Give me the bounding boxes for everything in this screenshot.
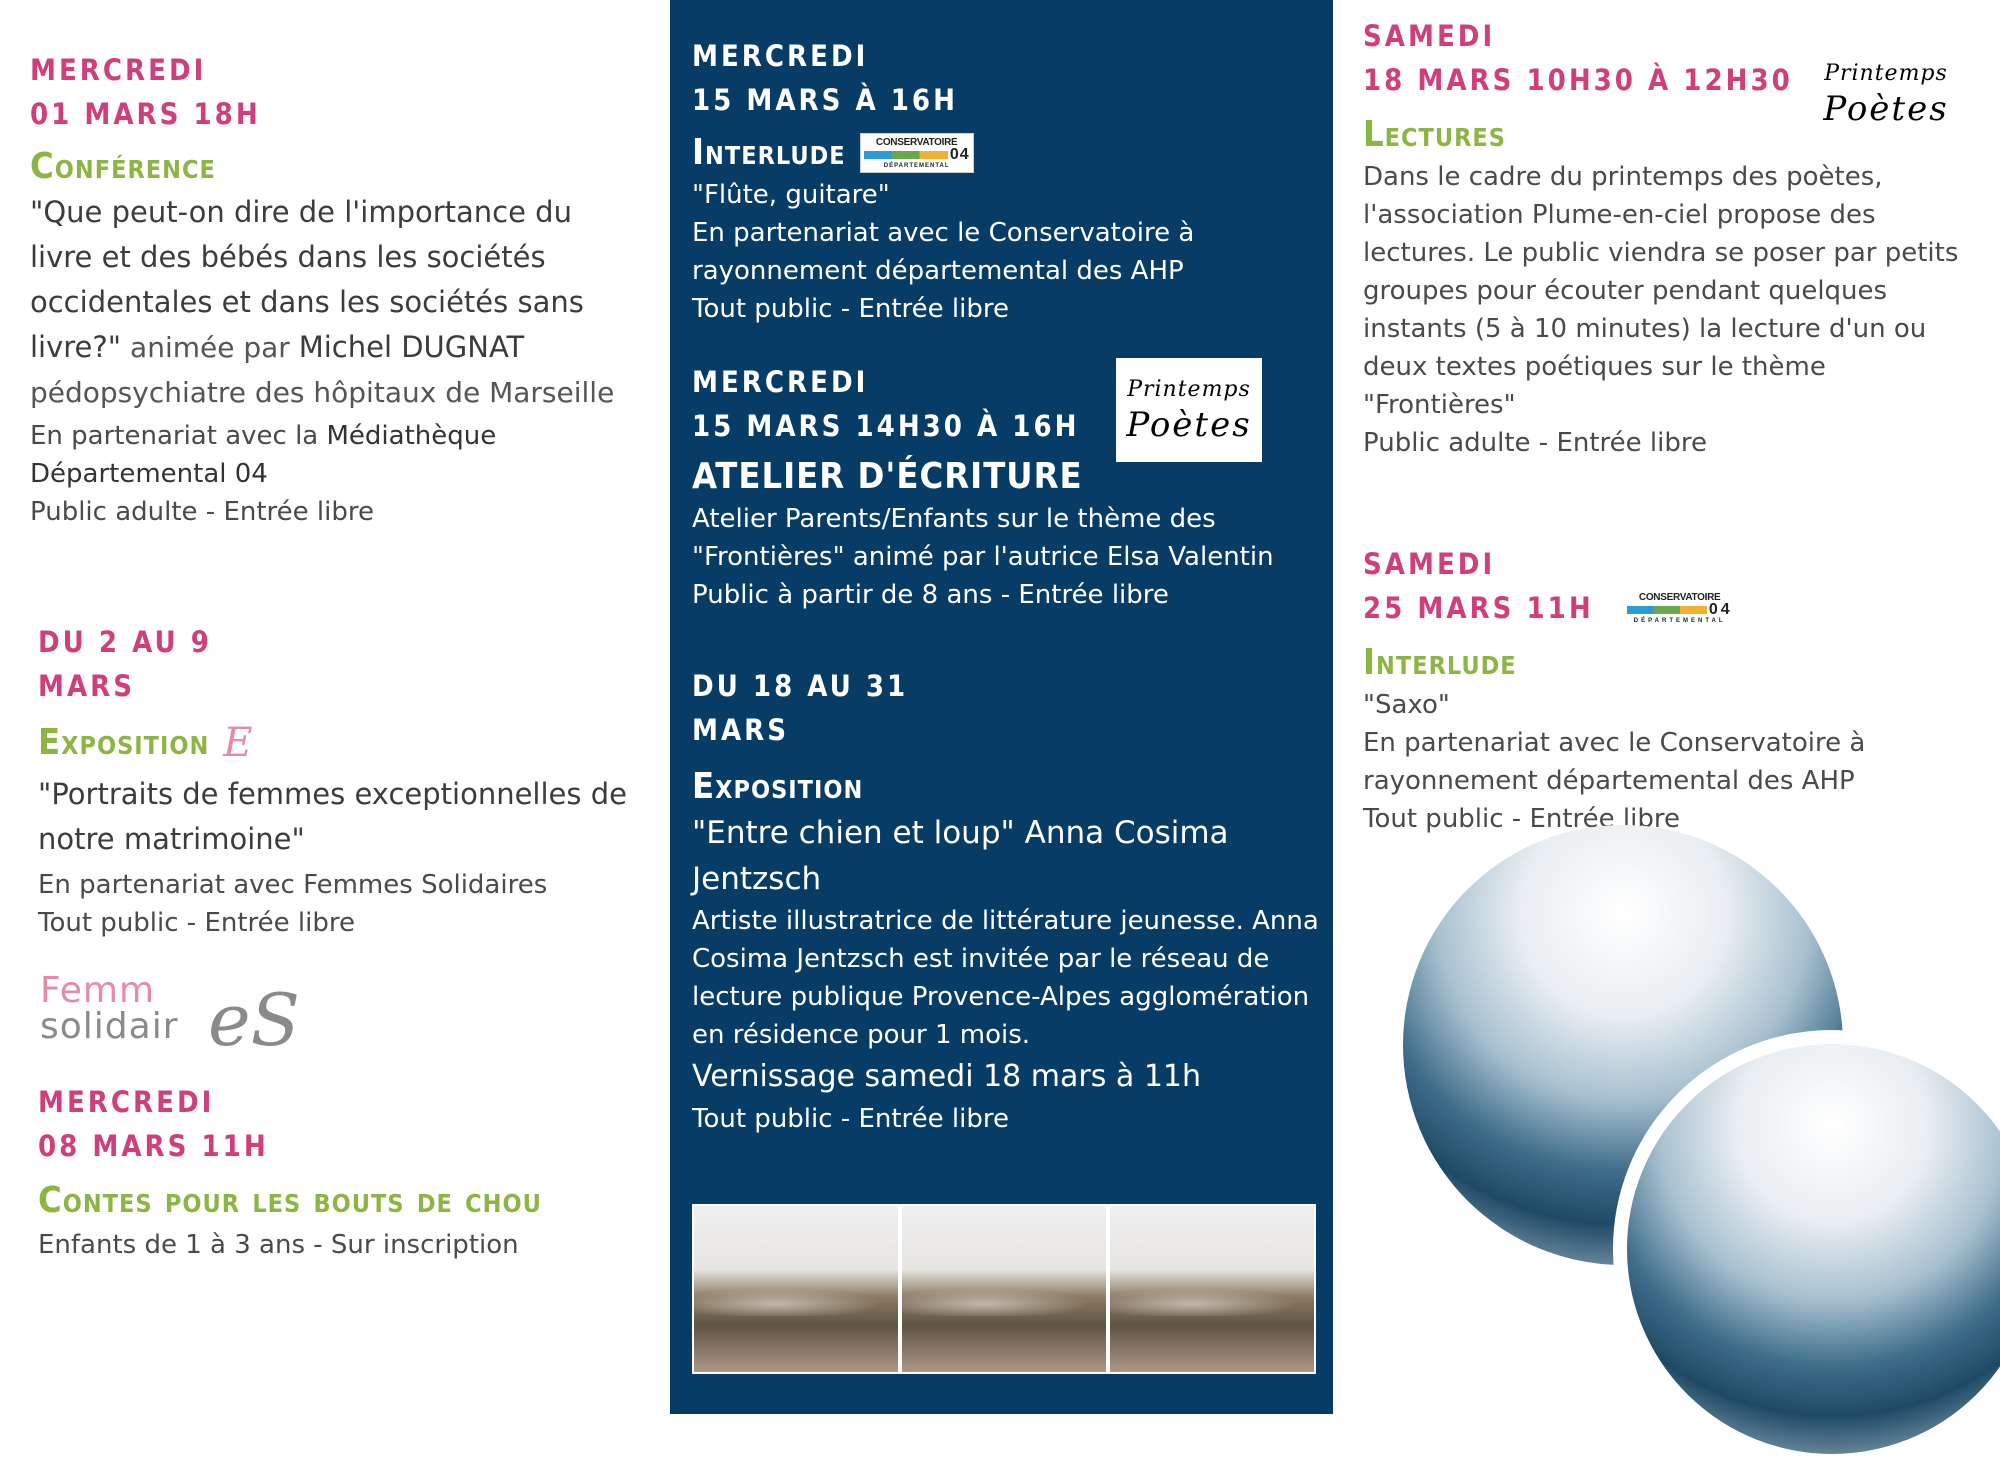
event-title: Interlude	[1363, 642, 1517, 683]
event-day: SAMEDI	[1363, 19, 1496, 53]
conference-led-by: animée par	[121, 331, 299, 364]
printemps-des-poetes-logo	[1813, 42, 1959, 146]
event-partner: En partenariat avec le Conservatoire à rayonnement départemental des AHP	[1363, 728, 1866, 796]
event-audience: Public adulte - Entrée libre	[1363, 428, 1707, 458]
logo-word-poetes: Poètes	[1823, 89, 1949, 129]
event-day: DU 18 AU 31	[692, 669, 909, 703]
partner-prefix: En partenariat avec la	[30, 421, 327, 451]
event-title: Contes pour les bouts de chou	[38, 1180, 542, 1221]
event-title: ATELIER D'ÉCRITURE	[692, 456, 1083, 497]
event-date: 25 MARS 11H	[1363, 591, 1594, 625]
event-description: Artiste illustratrice de littérature jeunesse. Anna Cosima Jentzsch est invitée par le réseau de lecture publique Provence-Alpes agglomération en résidence pour 1 mois.	[692, 906, 1319, 1050]
logo-word-printemps: Printemps	[1127, 377, 1251, 402]
event-vernissage: Vernissage samedi 18 mars à 11h	[692, 1059, 1202, 1094]
event-date: 01 MARS 18H	[30, 97, 261, 131]
event-day: MERCREDI	[38, 1085, 215, 1119]
event-partner: En partenariat avec le Conservatoire à rayonnement départemental des AHP	[692, 218, 1195, 286]
event-description	[30, 190, 640, 415]
event-quote: "Entre chien et loup" Anna Cosima Jentzsch	[692, 815, 1229, 897]
event-conference	[30, 48, 640, 531]
event-description: Atelier Parents/Enfants sur le thème des "Frontières" animé par l'autrice Elsa Valentin	[692, 504, 1274, 572]
painting-panel	[694, 1206, 898, 1372]
event-title: Exposition	[692, 766, 864, 807]
conference-question: "Que peut-on dire de l'importance du livre et des bébés dans les sociétés occidentales et dans les sociétés sans livre?"	[30, 195, 584, 364]
event-title-row	[38, 720, 640, 766]
event-atelier-ecriture	[692, 360, 1327, 614]
event-day: MERCREDI	[692, 365, 869, 399]
event-date: 15 MARS 14H30 À 16H	[692, 409, 1080, 443]
partner-name: Médiathèque Départemental 04	[30, 421, 497, 489]
conservatoire-logo-subtitle: DÉPARTEMENTAL	[883, 162, 950, 169]
event-audience: Tout public - Entrée libre	[692, 1104, 1009, 1134]
logo-es-mark: eS	[208, 978, 300, 1062]
speaker-role: pédopsychiatre des hôpitaux de Marseille	[30, 376, 615, 409]
event-date: 15 MARS À 16H	[692, 83, 958, 117]
conservatoire-logo-strip	[1624, 600, 1736, 618]
conservatoire-logo-subtitle: DÉPARTEMENTAL	[1633, 617, 1726, 624]
event-subtitle: "Saxo"	[1363, 690, 1450, 720]
event-exposition-chien-loup	[692, 664, 1327, 1138]
event-exposition-femmes	[38, 620, 640, 942]
event-partner	[30, 417, 640, 493]
event-title: Conférence	[30, 146, 216, 187]
middle-column	[670, 0, 1333, 1414]
logo-word-femmes: Femm	[40, 970, 156, 1011]
event-date: 08 MARS 11H	[38, 1129, 269, 1163]
painting-panel	[902, 1206, 1106, 1372]
painting-panel	[1110, 1206, 1314, 1372]
painting-triptych	[692, 1204, 1316, 1374]
event-audience: Tout public - Entrée libre	[692, 294, 1009, 324]
event-audience: Tout public - Entrée libre	[1363, 804, 1680, 834]
event-subtitle: "Flûte, guitare"	[692, 180, 890, 210]
event-day: MERCREDI	[692, 39, 869, 73]
event-title-row	[692, 130, 1327, 176]
event-date: MARS	[38, 669, 136, 703]
event-title: Exposition	[38, 722, 210, 763]
femmes-solidaires-e-icon: E	[223, 720, 254, 766]
conservatoire-logo-title: CONSERVATOIRE	[875, 136, 958, 148]
conservatoire-logo-strip	[861, 145, 973, 163]
speaker-name: Michel DUGNAT	[298, 330, 525, 364]
event-date-row	[1363, 586, 1960, 630]
event-contes	[38, 1080, 640, 1264]
conservatoire-color-bar	[864, 151, 948, 159]
event-interlude-flute	[692, 34, 1327, 328]
femmes-solidaires-logo	[40, 970, 300, 1060]
event-day: MERCREDI	[30, 53, 207, 87]
event-audience: Tout public - Entrée libre	[38, 908, 355, 938]
logo-word-poetes: Poètes	[1126, 405, 1252, 445]
left-column	[0, 0, 670, 1414]
event-interlude-saxo	[1363, 542, 1960, 838]
conservatoire-logo-number: 04	[1708, 600, 1733, 618]
conservatoire-color-bar	[1627, 606, 1707, 614]
logo-word-solidaires: solidair	[40, 1006, 179, 1047]
event-description: Dans le cadre du printemps des poètes, l'association Plume-en-ciel propose des lectures. Le public viendra se poser par petits groupes pour écouter pendant quelques instants (5 à 10 minutes) la lecture d'un ou deux textes poétiques sur le thème "Frontières"	[1363, 162, 1959, 420]
event-audience: Public adulte - Entrée libre	[30, 497, 374, 527]
logo-word-printemps: Printemps	[1824, 61, 1948, 86]
event-audience: Enfants de 1 à 3 ans - Sur inscription	[38, 1230, 519, 1260]
conservatoire-logo	[1624, 589, 1736, 627]
conservatoire-logo-number: 04	[949, 145, 970, 163]
event-date: 18 MARS 10H30 À 12H30	[1363, 63, 1793, 97]
event-title: Lectures	[1363, 114, 1507, 155]
event-quote: "Portraits de femmes exceptionnelles de notre matrimoine"	[38, 777, 627, 856]
event-partner: En partenariat avec Femmes Solidaires	[38, 870, 548, 900]
event-day: SAMEDI	[1363, 547, 1496, 581]
conservatoire-logo	[860, 133, 974, 173]
conservatoire-logo-title: CONSERVATOIRE	[1638, 591, 1721, 603]
event-date: MARS	[692, 713, 790, 747]
event-title: Interlude	[692, 132, 846, 173]
event-day: DU 2 AU 9	[38, 625, 212, 659]
event-audience: Public à partir de 8 ans - Entrée libre	[692, 580, 1169, 610]
